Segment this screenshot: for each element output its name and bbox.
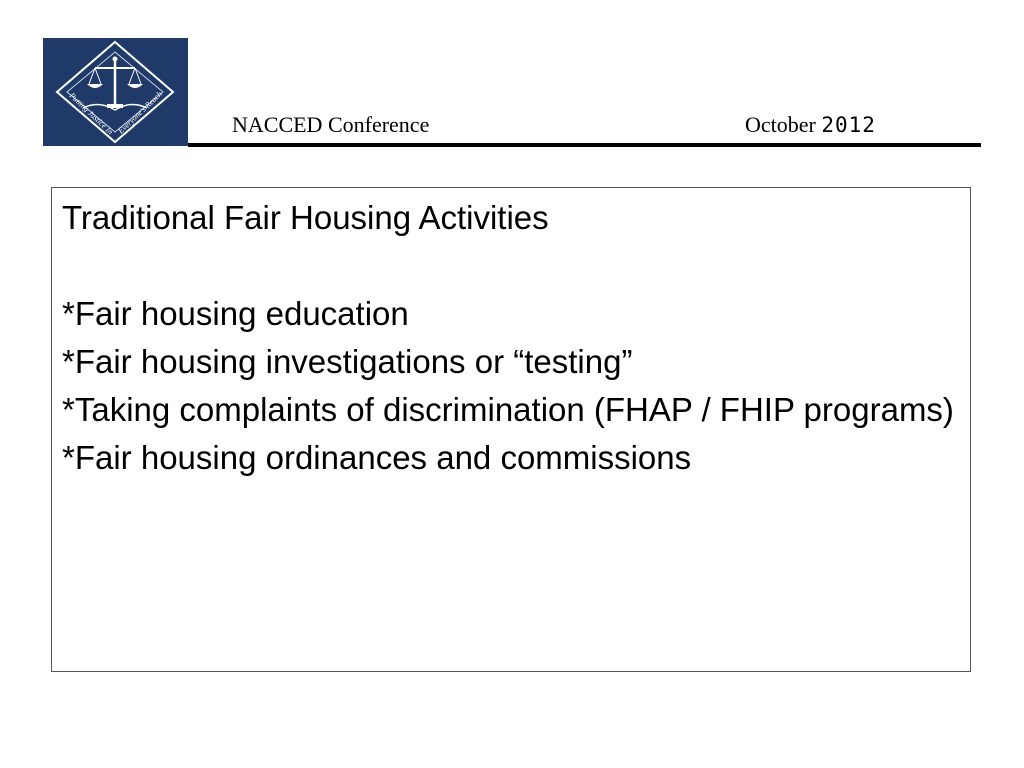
bullet-item: *Fair housing ordinances and commissions	[62, 439, 692, 476]
content-box	[51, 187, 971, 672]
scales-of-justice-icon	[43, 38, 188, 146]
conference-date	[745, 112, 876, 138]
bullet-item: *Fair housing education	[62, 295, 409, 332]
spacer	[62, 242, 960, 290]
slide-title: Traditional Fair Housing Activities	[62, 199, 549, 236]
conference-month: October	[745, 112, 816, 137]
conference-year: 2012	[821, 113, 876, 137]
conference-name: NACCED Conference	[232, 112, 430, 137]
organization-logo	[43, 38, 188, 146]
bullet-item: *Fair housing investigations or “testing”	[62, 343, 633, 380]
header-divider	[188, 143, 981, 147]
logo-text-left: Putting Justice In	[67, 90, 115, 137]
logo-text-right: Everyone's Reach	[116, 89, 164, 136]
content-text	[62, 194, 960, 482]
bullet-item: *Taking complaints of discrimination (FHAP / FHIP programs)	[62, 391, 954, 428]
